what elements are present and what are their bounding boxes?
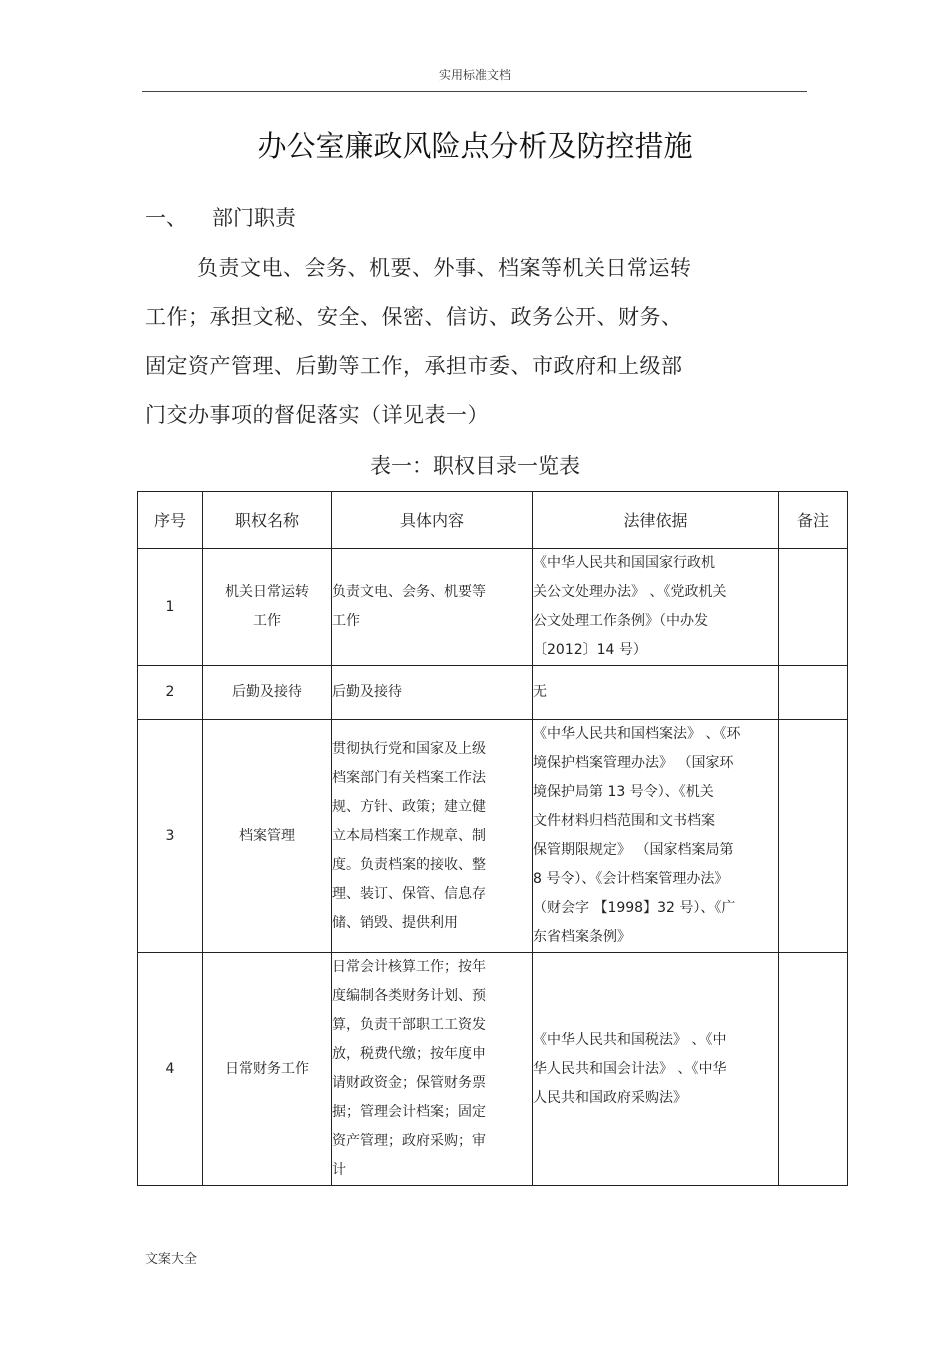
cell-line: 档案管理	[239, 827, 295, 844]
cell-remark	[779, 666, 848, 720]
cell-content	[332, 720, 533, 953]
cell-line: 日常财务工作	[225, 1060, 309, 1077]
header-rule	[142, 91, 807, 92]
section-number: 一、	[145, 206, 187, 230]
cell-number: 3	[138, 720, 203, 953]
cell-content	[332, 953, 533, 1186]
cell-line: 资产管理；政府采购；审	[332, 1133, 486, 1149]
cell-line: 理、装订、保管、信息存	[332, 885, 486, 902]
cell-line: 放，税费代缴；按年度申	[332, 1046, 486, 1062]
cell-number: 4	[138, 953, 203, 1186]
cell-line: 度编制各类财务计划、预	[332, 988, 486, 1004]
cell-line: 保管期限规定》 （国家档案局第	[533, 842, 734, 858]
cell-remark	[779, 953, 848, 1186]
header-cell-number: 序号	[138, 492, 203, 549]
cell-name	[203, 666, 332, 720]
cell-line: 档案部门有关档案工作法	[332, 769, 486, 786]
cell-line: 据；管理会计档案；固定	[332, 1104, 486, 1120]
footer-text: 文案大全	[145, 1252, 198, 1267]
cell-line: 文件材料归档范围和文书档案	[533, 813, 715, 829]
cell-line: 华人民共和国会计法》 、《中华	[533, 1060, 727, 1077]
cell-number: 2	[138, 666, 203, 720]
header-cell-name: 职权名称	[203, 492, 332, 549]
cell-line: 人民共和国政府采购法》	[533, 1089, 687, 1106]
cell-line: 机关日常运转	[225, 584, 309, 600]
header-text: 实用标准文档	[438, 68, 511, 82]
cell-line: 请财政资金；保管财务票	[332, 1075, 486, 1091]
cell-name	[203, 720, 332, 953]
cell-line: 工作	[253, 613, 281, 629]
cell-line: 《中华人民共和国国家行政机	[533, 555, 715, 571]
cell-law	[533, 953, 779, 1186]
paragraph-line: 工作；承担文秘、安全、保密、信访、政务公开、财务、	[145, 305, 683, 329]
cell-line: 境保护局第 13 号令）、《机关	[533, 784, 714, 800]
cell-line: 《中华人民共和国税法》 、《中	[533, 1031, 727, 1048]
table-row	[138, 953, 848, 1186]
cell-line: 后勤及接待	[232, 684, 302, 700]
cell-name	[203, 549, 332, 666]
cell-line: 〔2012〕14 号）	[533, 642, 647, 658]
table-header-row	[138, 492, 848, 549]
cell-line: 境保护档案管理办法》 （国家环	[533, 755, 734, 771]
table-row	[138, 549, 848, 666]
cell-law	[533, 549, 779, 666]
cell-line: 储、销毁、提供利用	[332, 914, 458, 931]
table-row	[138, 720, 848, 953]
paragraph-line: 负责文电、会务、机要、外事、档案等机关日常运转	[197, 256, 692, 280]
cell-line: 日常会计核算工作；按年	[332, 959, 486, 975]
cell-line: 度。负责档案的接收、整	[332, 856, 486, 873]
header-cell-law: 法律依据	[533, 492, 779, 549]
cell-number: 1	[138, 549, 203, 666]
header-cell-content: 具体内容	[332, 492, 533, 549]
cell-line: 关公文处理办法》 、《党政机关	[533, 584, 727, 600]
cell-line: 《中华人民共和国档案法》 、《环	[533, 726, 741, 742]
cell-law	[533, 666, 779, 720]
cell-line: 工作	[332, 613, 360, 629]
table-caption: 表一：职权目录一览表	[370, 454, 580, 478]
cell-remark	[779, 720, 848, 953]
cell-name	[203, 953, 332, 1186]
cell-line: 无	[533, 684, 547, 700]
cell-line: 东省档案条例》	[533, 929, 631, 945]
document-title: 办公室廉政风险点分析及防控措施	[257, 129, 693, 163]
paragraph-line: 门交办事项的督促落实（详见表一）	[145, 403, 489, 427]
cell-line: 贯彻执行党和国家及上级	[332, 740, 486, 757]
cell-content	[332, 549, 533, 666]
cell-line: 算，负责干部职工工资发	[332, 1017, 486, 1033]
cell-line: 计	[332, 1162, 346, 1178]
cell-remark	[779, 549, 848, 666]
paragraph-line: 固定资产管理、后勤等工作，承担市委、市政府和上级部	[145, 354, 683, 378]
cell-line: 立本局档案工作规章、制	[332, 827, 486, 844]
table-row	[138, 666, 848, 720]
header-cell-remark: 备注	[779, 492, 848, 549]
cell-content	[332, 666, 533, 720]
cell-line: 规、方针、政策；建立健	[332, 798, 486, 815]
cell-law	[533, 720, 779, 953]
section-heading: 部门职责	[212, 206, 296, 230]
cell-line: 负责文电、会务、机要等	[332, 584, 486, 600]
cell-line: 8 号令）、《会计档案管理办法》	[533, 871, 729, 887]
duty-table	[137, 491, 848, 1186]
cell-line: （财会字 【1998】32 号）、《广	[533, 900, 736, 916]
cell-line: 公文处理工作条例》（中办发	[533, 613, 708, 629]
cell-line: 后勤及接待	[332, 684, 402, 700]
